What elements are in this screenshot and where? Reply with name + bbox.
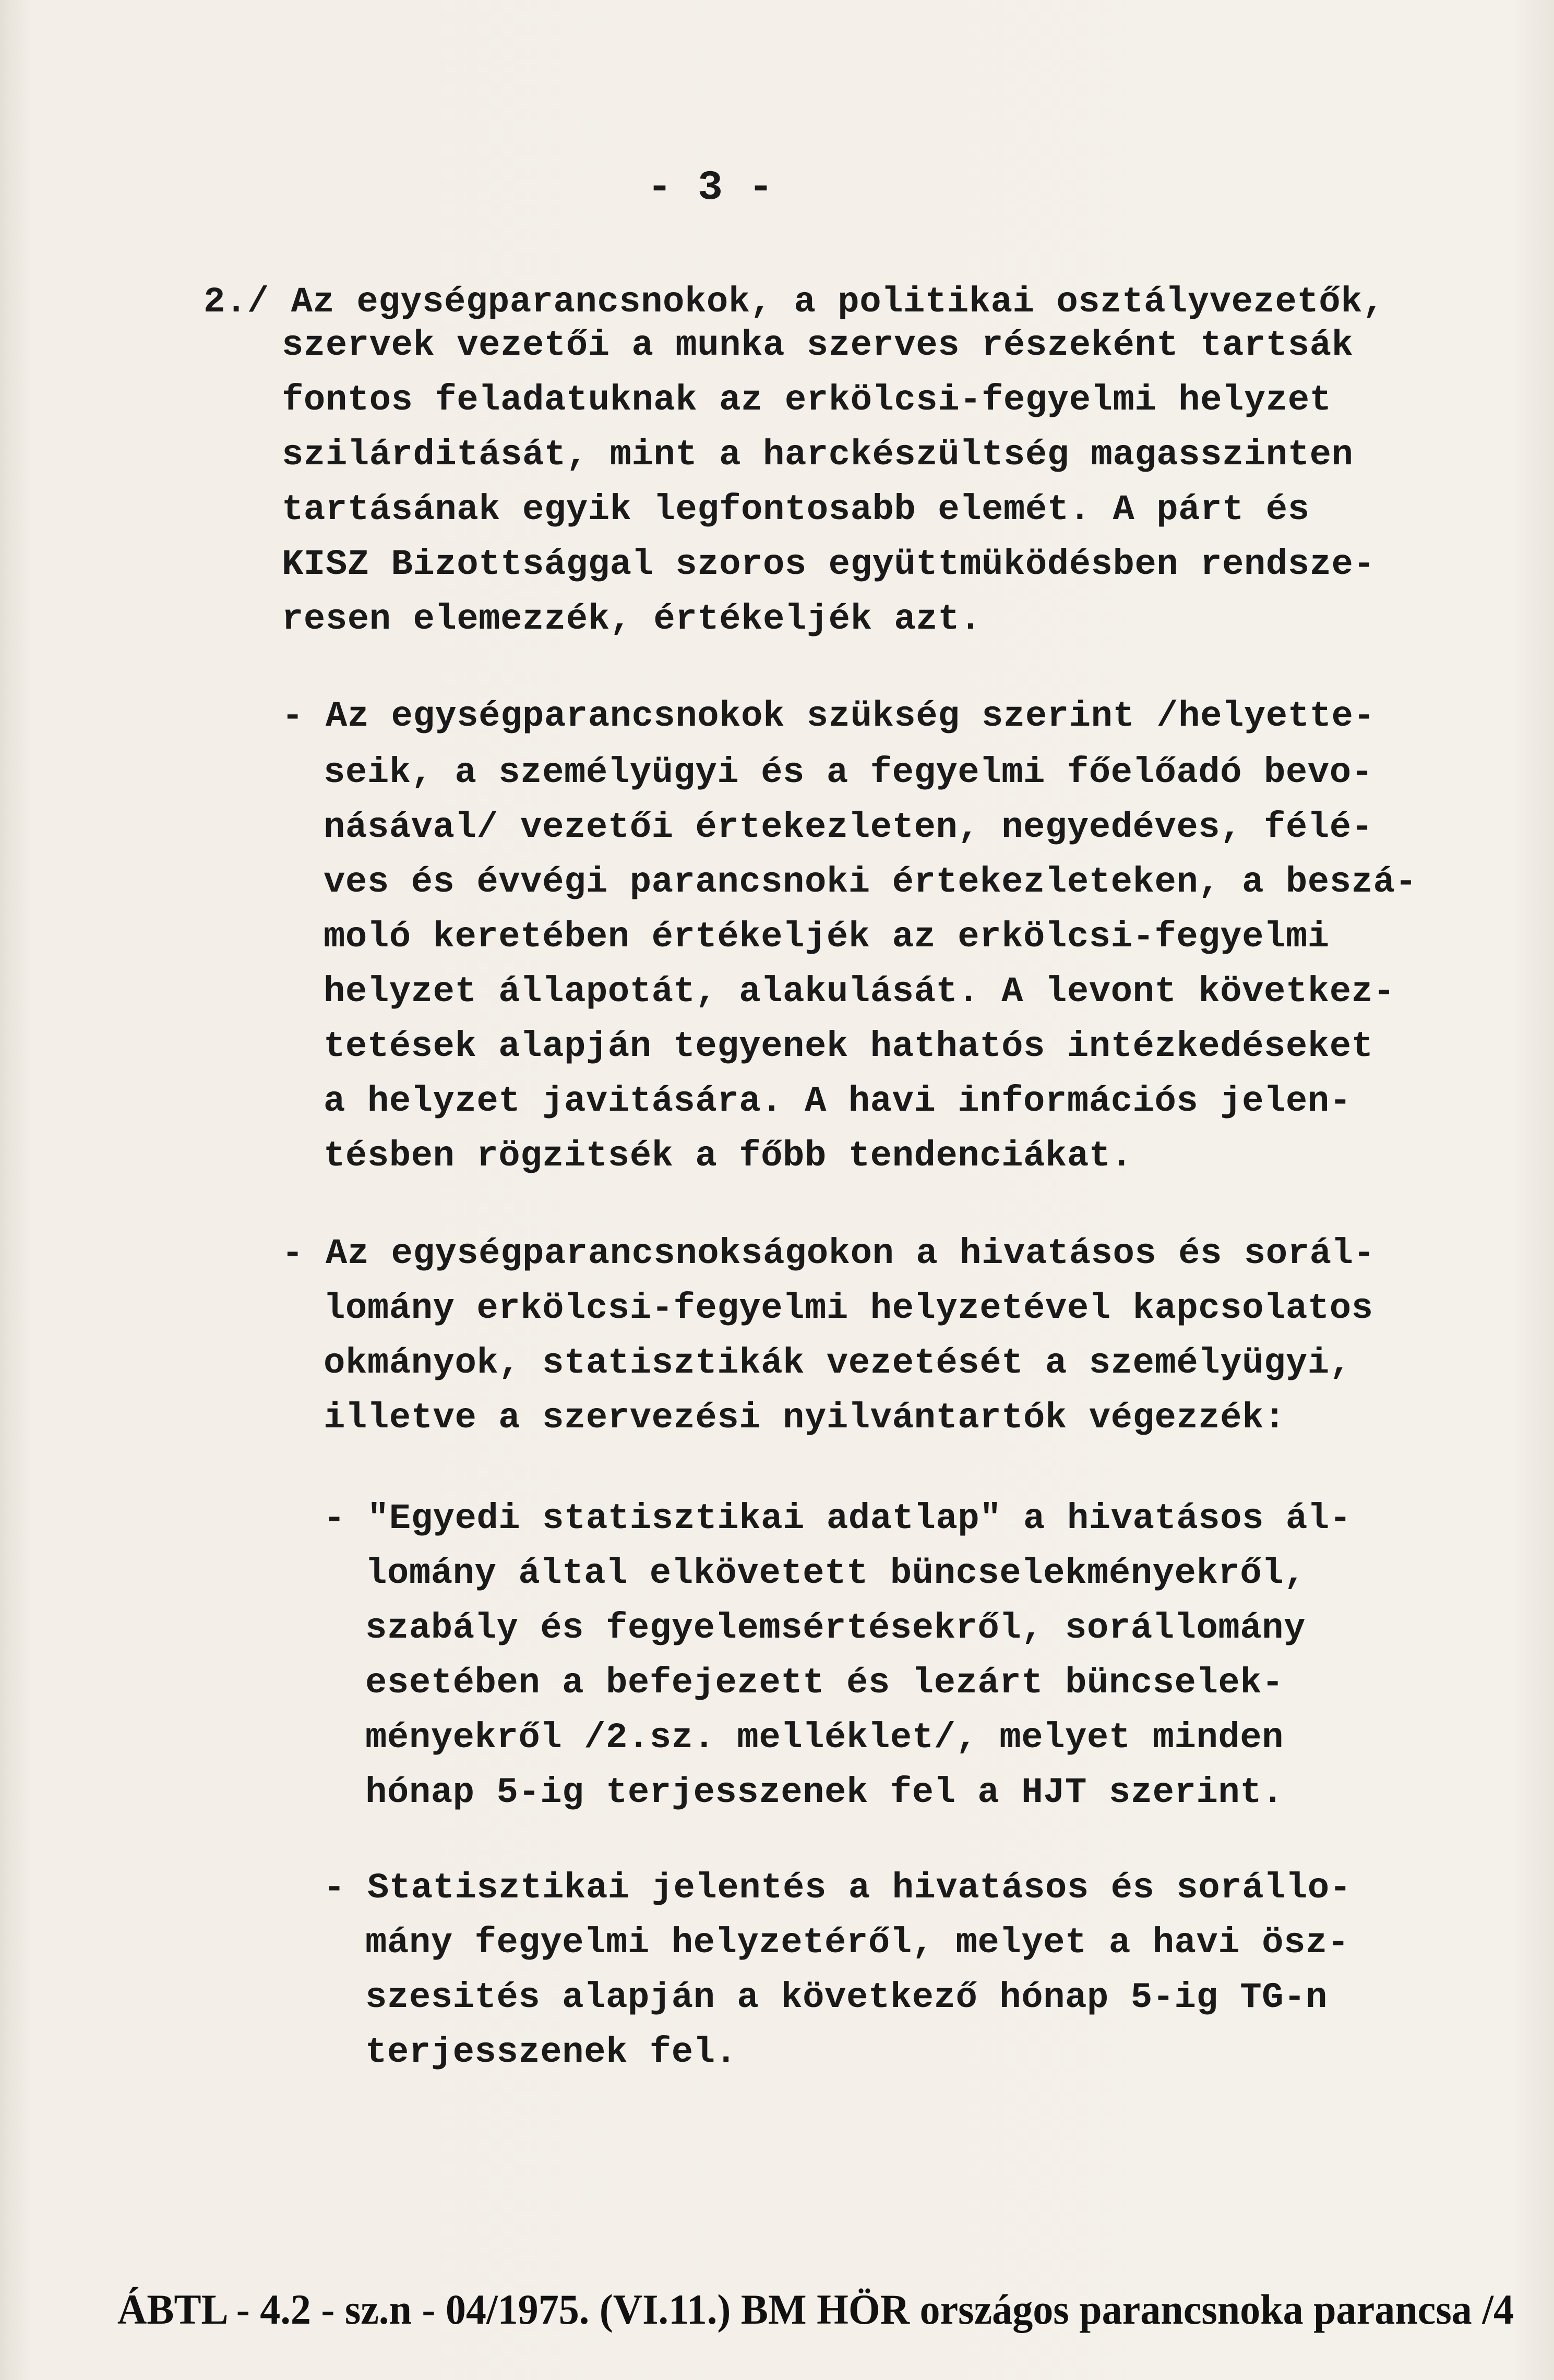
text-line: mány fegyelmi helyzetéről, melyet a havi ösz- [365,1922,1349,1963]
text-line: helyzet állapotát, alakulását. A levont következ- [324,971,1395,1012]
text-line: ves és évvégi parancsnoki értekezleteken, a beszá- [324,862,1417,903]
text-line: ményekről /2.sz. melléklet/, melyet minden [365,1717,1284,1758]
text-line: illetve a szervezési nyilvántartók végezzék: [324,1398,1286,1438]
text-line: KISZ Bizottsággal szoros együttmüködésben rendsze- [282,544,1376,585]
text-line: lomány erkölcsi-fegyelmi helyzetével kapcsolatos [324,1288,1373,1329]
archive-footer: ÁBTL - 4.2 - sz.n - 04/1975. (VI.11.) BM HÖR országos parancsnoka parancsa /4 [117,2286,1514,2333]
text-line: - "Egyedi statisztikai adatlap" a hivatásos ál- [324,1498,1352,1539]
text-line: hónap 5-ig terjesszenek fel a HJT szerint. [365,1772,1284,1813]
page-number: - 3 - [647,164,774,212]
text-line: - Az egységparancsnokok szükség szerint /helyette- [282,696,1376,737]
text-line: - Az egységparancsnokságokon a hivatásos és sorál- [282,1233,1376,1274]
text-line: - Statisztikai jelentés a hivatásos és sorállo- [324,1868,1352,1908]
text-line: okmányok, statisztikák vezetését a személyügyi, [324,1343,1352,1384]
text-line: szilárditását, mint a harckészültség magasszinten [282,435,1354,475]
text-line: resen elemezzék, értékeljék azt. [282,599,982,640]
text-line: a helyzet javitására. A havi információs jelen- [324,1081,1352,1122]
text-line: lomány által elkövetett büncselekményekről, [365,1553,1306,1594]
text-line: terjesszenek fel. [365,2032,737,2073]
text-line: tetések alapján tegyenek hathatós intézkedéseket [324,1026,1373,1067]
text-line: násával/ vezetői értekezleten, negyedéves, félé- [324,807,1373,848]
text-line: szabály és fegyelemsértésekről, sorállomány [365,1608,1306,1649]
text-line: seik, a személyügyi és a fegyelmi főelőadó bevo- [324,752,1373,793]
text-line: szervek vezetői a munka szerves részeként tartsák [282,325,1354,366]
text-line: tésben rögzitsék a főbb tendenciákat. [324,1136,1133,1176]
text-line: fontos feladatuknak az erkölcsi-fegyelmi helyzet [282,380,1332,420]
text-line: 2./ Az egységparancsnokok, a politikai osztályvezetők, [204,282,1384,322]
text-line: szesités alapján a következő hónap 5-ig TG-n [365,1977,1328,2018]
text-line: moló keretében értékeljék az erkölcsi-fegyelmi [324,917,1330,957]
text-line: tartásának egyik legfontosabb elemét. A párt és [282,489,1310,530]
text-line: esetében a befejezett és lezárt büncselek- [365,1663,1284,1703]
